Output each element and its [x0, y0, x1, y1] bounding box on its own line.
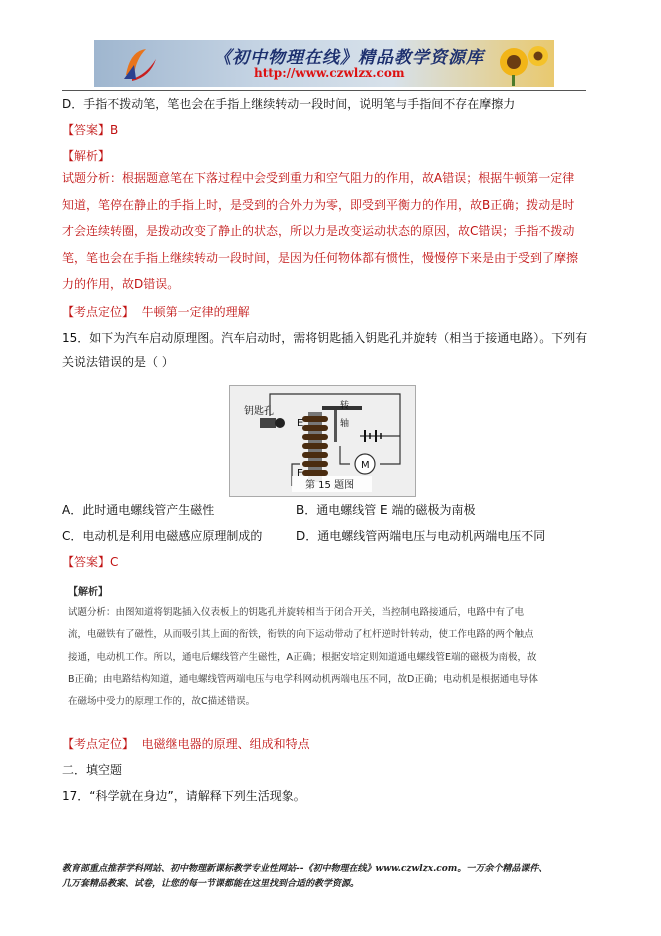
answer-value: C [110, 555, 119, 569]
answer-value: B [110, 123, 119, 137]
circuit-diagram [230, 386, 415, 496]
key-label: 钥匙孔 [244, 406, 274, 417]
answer-tag: 【答案】 [62, 123, 111, 137]
sunflower-icon [492, 42, 550, 86]
q15-answer [62, 554, 118, 570]
e-label: E [297, 418, 304, 429]
solenoid-coil [302, 416, 328, 476]
q14-knowledge-point [62, 304, 250, 320]
q15-option-c: C．电动机是利用电磁感应原理制成的 [62, 529, 263, 543]
motor-label: M [361, 460, 370, 471]
q14-option-d: D．手指不拨动笔，笔也会在手指上继续转动一段时间，说明笔与手指间不存在摩擦力 [62, 97, 516, 111]
section-heading: 二．填空题 [62, 763, 123, 777]
site-url[interactable]: http://www.czwlzx.com [254, 66, 405, 80]
q15-option-d: D．通电螺线管两端电压与电动机两端电压不同 [296, 529, 546, 543]
axle-label: 轴 [340, 419, 350, 429]
q15-analysis-tag: 【解析】 [68, 587, 108, 598]
kp-tag: 【考点定位】 [62, 305, 135, 319]
kp-value: 电磁继电器的原理、组成和特点 [141, 737, 310, 751]
site-title: 《初中物理在线》精品教学资源库 [214, 48, 484, 68]
header-divider [62, 90, 586, 91]
kp-value: 牛顿第一定律的理解 [141, 305, 250, 319]
q15-stem-line2: 关说法错误的是（ ） [62, 355, 174, 369]
answer-tag: 【答案】 [62, 555, 111, 569]
q14-analysis-text: 试题分析：根据题意笔在下落过程中会受到重力和空气阻力的作用，故A错误；根据牛顿第一定律知道，笔停在静止的手指上时，是受到的合外力为零，即受到平衡力的作用，故B正确；拨动是时才会连续转圈，是拨动改变了静止的状态，所以力是改变运动状态的原因，故C错误；手指不拨动笔，笔也会在手指上继续转动一段时间，是因为任何物体都有惯性，慢慢停下来是由于受到了摩擦力的作用，故D错误。 [62, 171, 579, 291]
q15-option-b: B．通电螺线管 E 端的磁极为南极 [296, 503, 476, 517]
kp-tag: 【考点定位】 [62, 737, 135, 751]
q15-option-a: A．此时通电螺线管产生磁性 [62, 503, 215, 517]
q17-stem: 17．“科学就在身边”，请解释下列生活现象。 [62, 789, 306, 803]
q15-circuit-figure [229, 385, 416, 497]
footer-line1: 教育部重点推荐学科网站、初中物理新课标教学专业性网站--《初中物理在线》www.czwlzx.com。一万余个精品课件、 [62, 864, 548, 874]
pivot-label: 转 [340, 401, 350, 411]
q14-answer [62, 122, 118, 138]
q15-analysis-text: 试题分析：由图知道将钥匙插入仪表板上的钥匙孔并旋转相当于闭合开关，当控制电路接通后，电路中有了电流，电磁铁有了磁性，从而吸引其上面的衔铁，衔铁的向下运动带动了杠杆逆时针转动，使工作电路的两个触点接通，电动机工作。所以，通电后螺线管产生磁性，A正确；根据安培定则知道通电螺线管E端的磁极为南极，故B正确；由电路结构知道，通电螺线管两端电压与电学科网动机两端电压不同，故D正确；电动机是根据通电导体在磁场中受力的原理工作的，故C描述错误。 [68, 607, 538, 708]
header-banner [94, 40, 554, 87]
f-label: F [297, 468, 303, 479]
footer-line2: 几万套精品教案、试卷，让您的每一节课都能在这里找到合适的教学资源。 [62, 879, 360, 889]
site-logo-icon [120, 45, 160, 83]
q15-stem-line1: 15．如下为汽车启动原理图。汽车启动时，需将钥匙插入钥匙孔并旋转（相当于接通电路）。下列有 [62, 331, 588, 345]
q14-analysis-tag: 【解析】 [62, 149, 111, 163]
q15-knowledge-point [62, 736, 310, 752]
figure-caption: 第 15 题图 [305, 480, 355, 491]
